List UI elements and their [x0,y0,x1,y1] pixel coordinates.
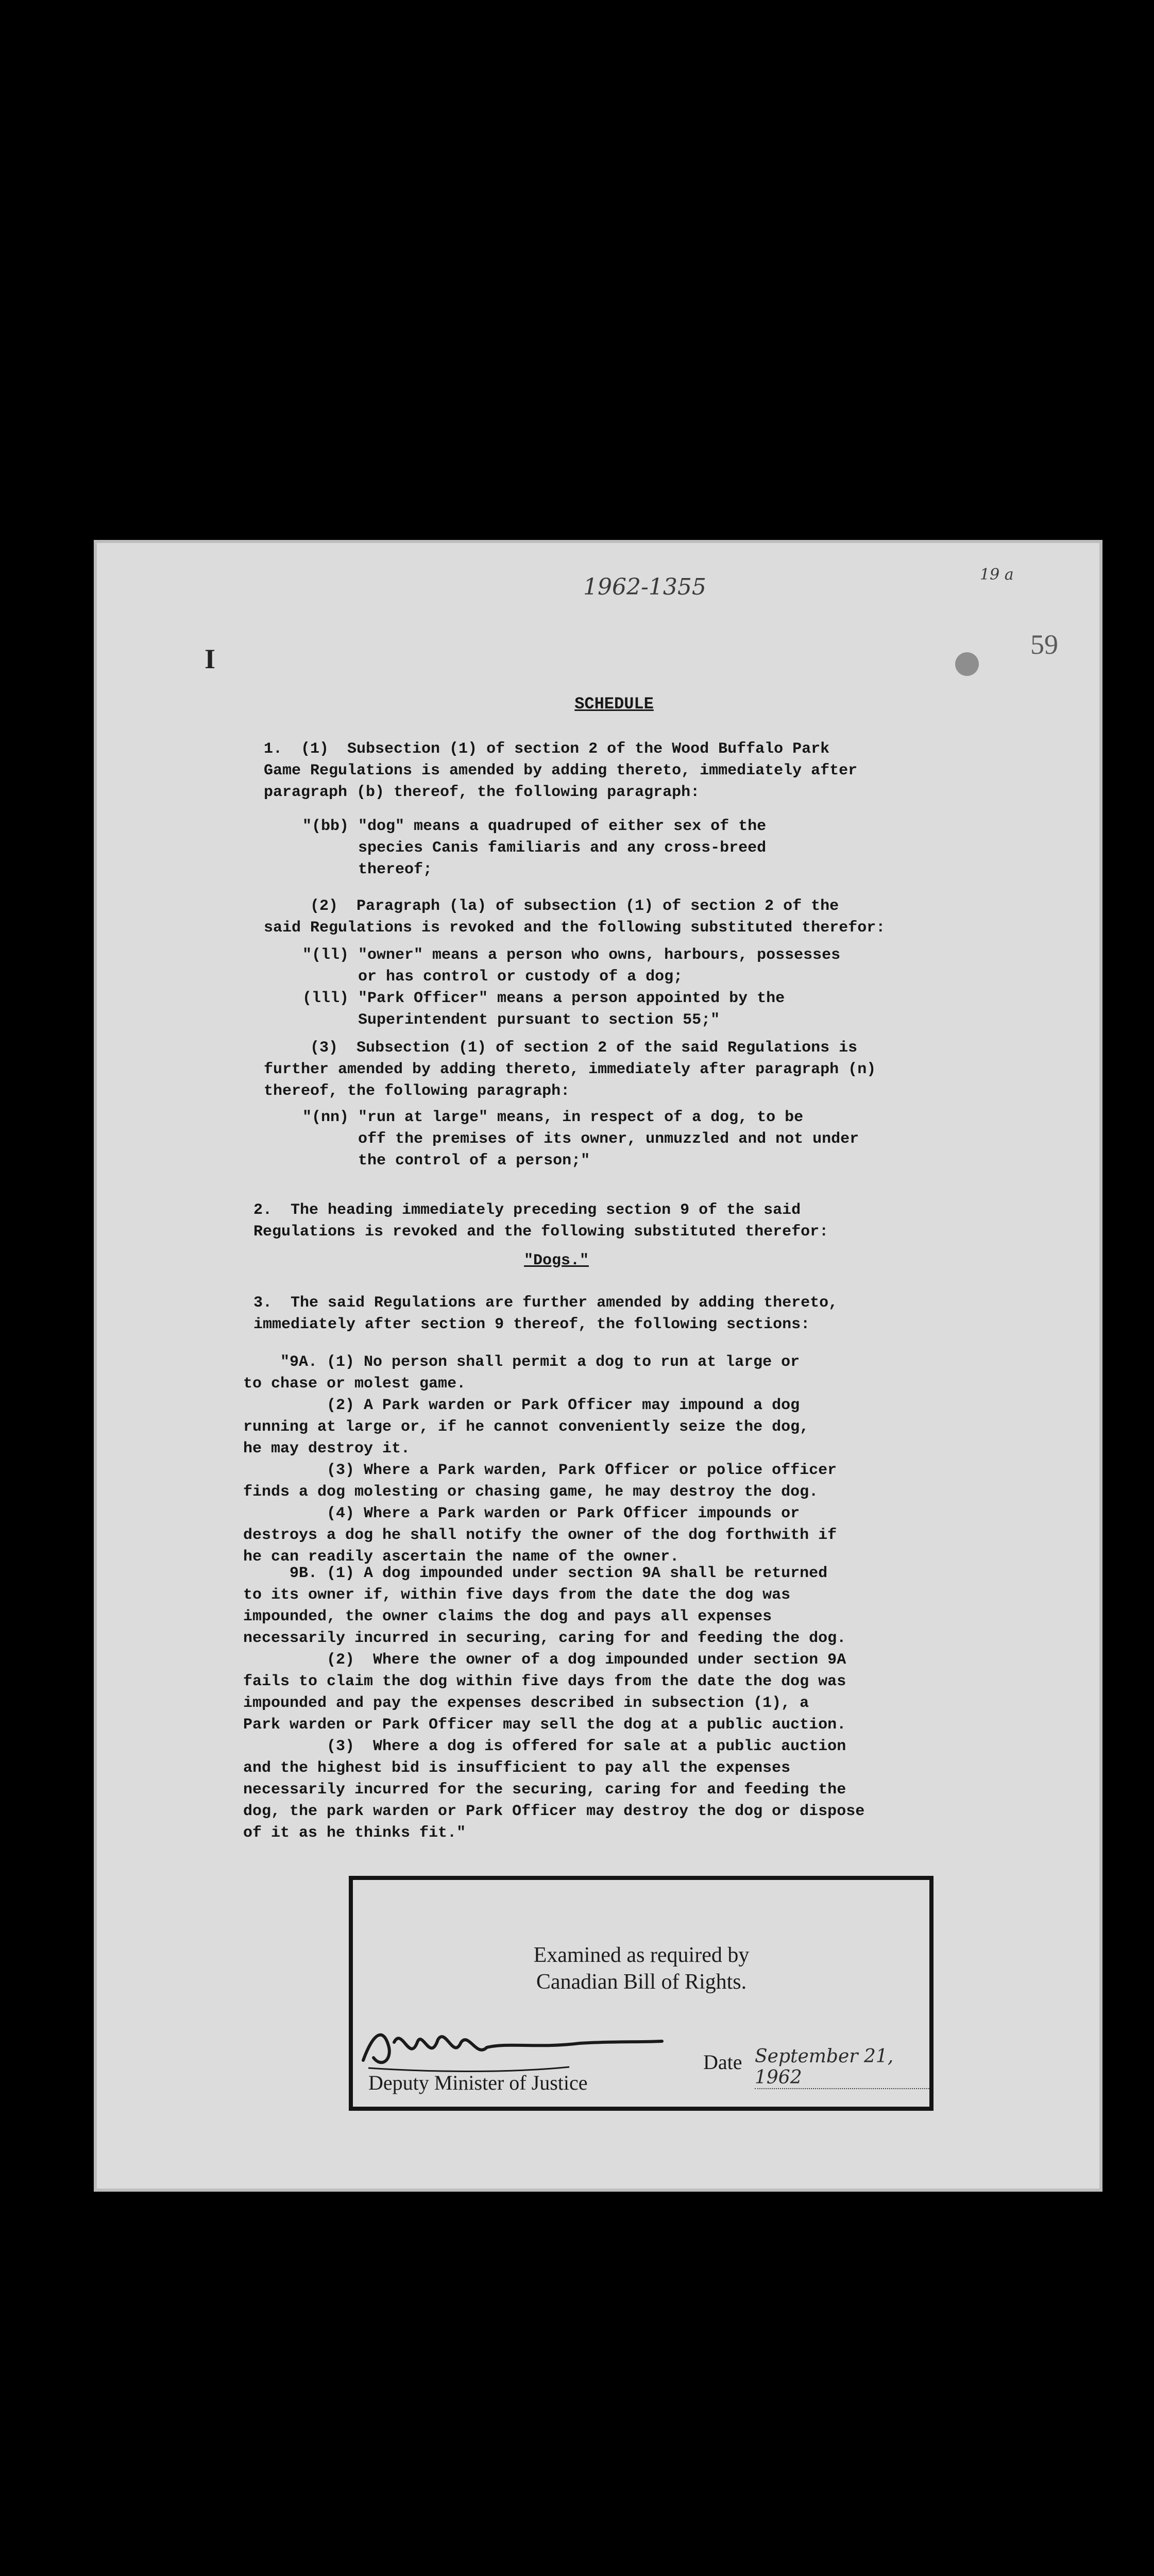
handwritten-corner-mark: 19 a [980,566,1014,584]
handwritten-file-number: 1962-1355 [583,574,706,600]
paragraph-1-1: 1. (1) Subsection (1) of section 2 of the Wood Buffalo Park Game Regulations is amended by adding thereto, immediately after paragraph (b) thereof, the following paragraph: [264,740,858,801]
stamp-line-2: Canadian Bill of Rights. [536,1970,747,1994]
definition-dog: "(bb) "dog" means a quadruped of either sex of the species Canis familiaris and any cross-breed thereof; [302,818,767,878]
section-9b: 9B. (1) A dog impounded under section 9A shall be returned to its owner if, within five days from the date the dog was impounded, the owner claims the dog and pays all expenses necessarily incurred in securing, caring for and feeding the dog. (2) Where the owner of a dog impounded under section 9A fails to claim the dog within five days from the date the dog was impounded and pay the expenses described in subsection (1), a Park warden or Park Officer may sell the dog at a public auction. (3) Where a dog is offered for sale at a public auction and the highest bid is insufficient to pay all the expenses necessarily incurred for the securing, caring for and feeding the dog, the park warden or Park Officer may destroy the dog or dispose of it as he thinks fit." [243,1565,865,1842]
document-body [94,540,1102,1910]
handwritten-date: September 21, 1962 [755,2046,929,2089]
paragraph-1-3: (3) Subsection (1) of section 2 of the said Regulations is further amended by adding thereto, immediately after paragraph (n) thereof, the following paragraph: [264,1039,876,1100]
definition-run-at-large: "(nn) "run at large" means, in respect of a dog, to be off the premises of its owner, unmuzzled and not under the control of a person;" [302,1109,859,1170]
document-title: SCHEDULE [574,694,654,714]
bill-of-rights-stamp [349,1876,934,2111]
paragraph-2: 2. The heading immediately preceding section 9 of the said Regulations is revoked and the following substituted therefor: [253,1201,829,1241]
date-label: Date [703,2050,742,2074]
side-mark: I [205,643,216,674]
stamp-text [507,1942,775,1995]
section-9a: "9A. (1) No person shall permit a dog to run at large or to chase or molest game. (2) A Park warden or Park Officer may impound a dog running at large or, if he cannot conveniently seize the dog, he may destroy it. (3) Where a Park warden, Park Officer or police officer finds a dog molesting or chasing game, he may destroy the dog. (4) Where a Park warden or Park Officer impounds or destroys a dog he shall notify the owner of the dog forthwith if he can readily ascertain the name of the owner. [243,1353,837,1566]
stamp-line-1: Examined as required by [533,1943,750,1967]
paragraph-3: 3. The said Regulations are further amended by adding thereto, immediately after section 9 thereof, the following sections: [253,1294,838,1333]
definitions-owner-park-officer: "(ll) "owner" means a person who owns, harbours, possesses or has control or custody of a dog; (lll) "Park Officer" means a person appointed by the Superintendent pursuant to section 55;" [302,946,841,1029]
paragraph-1-2: (2) Paragraph (la) of subsection (1) of section 2 of the said Regulations is revoked and the following substituted therefor: [264,897,886,937]
document-page [94,540,1102,2192]
page-number: 59 [1030,629,1058,660]
dogs-heading: "Dogs." [524,1252,589,1269]
signatory-title: Deputy Minister of Justice [368,2071,588,2094]
